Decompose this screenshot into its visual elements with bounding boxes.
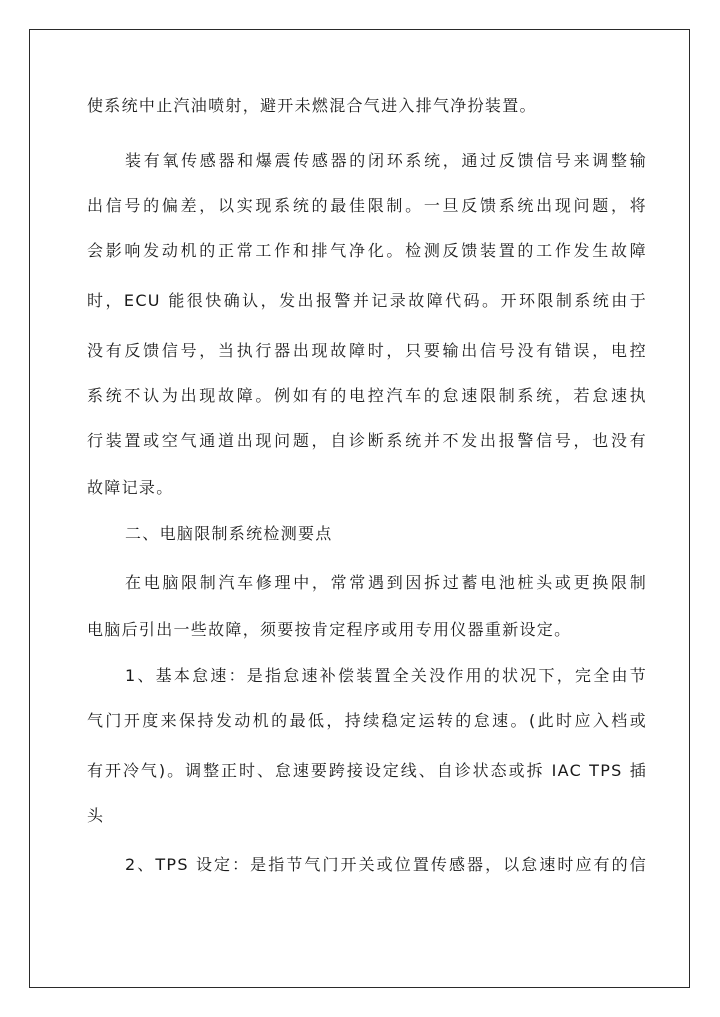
- text-line-3: 出信号的偏差，以实现系统的最佳限制。一旦反馈系统出现问题，将: [87, 196, 647, 215]
- text-line-9: 故障记录。: [87, 478, 174, 497]
- text-line-5: 时，ECU 能很快确认，发出报警并记录故障代码。开环限制系统由于: [87, 291, 647, 310]
- text-line-8: 行装置或空气通道出现问题，自诊断系统并不发出报警信号，也没有: [87, 431, 647, 450]
- text-line-16: 头: [87, 806, 105, 825]
- text-line-2: 装有氧传感器和爆震传感器的闭环系统，通过反馈信号来调整输: [125, 151, 647, 170]
- text-line-15: 有开冷气)。调整正时、怠速要跨接设定线、自诊状态或拆 IAC TPS 插: [87, 761, 647, 780]
- section-heading: 二、电脑限制系统检测要点: [125, 524, 333, 543]
- text-line-11: 在电脑限制汽车修理中，常常遇到因拆过蓄电池桩头或更换限制: [125, 573, 647, 592]
- text-line-17: 2、TPS 设定：是指节气门开关或位置传感器，以怠速时应有的信: [125, 855, 647, 874]
- text-line-1: 使系统中止汽油喷射，避开未燃混合气进入排气净扮装置。: [87, 96, 537, 115]
- text-line-13: 1、基本怠速：是指怠速补偿装置全关没作用的状况下，完全由节: [125, 666, 647, 685]
- text-line-12: 电脑后引出一些故障，须要按肯定程序或用专用仪器重新设定。: [87, 620, 572, 639]
- text-line-6: 没有反馈信号，当执行器出现故障时，只要输出信号没有错误，电控: [87, 341, 647, 360]
- text-line-4: 会影响发动机的正常工作和排气净化。检测反馈装置的工作发生故障: [87, 241, 647, 260]
- text-line-7: 系统不认为出现故障。例如有的电控汽车的怠速限制系统，若怠速执: [87, 386, 647, 405]
- page-border: [29, 29, 690, 988]
- text-line-14: 气门开度来保持发动机的最低，持续稳定运转的怠速。(此时应入档或: [87, 711, 647, 730]
